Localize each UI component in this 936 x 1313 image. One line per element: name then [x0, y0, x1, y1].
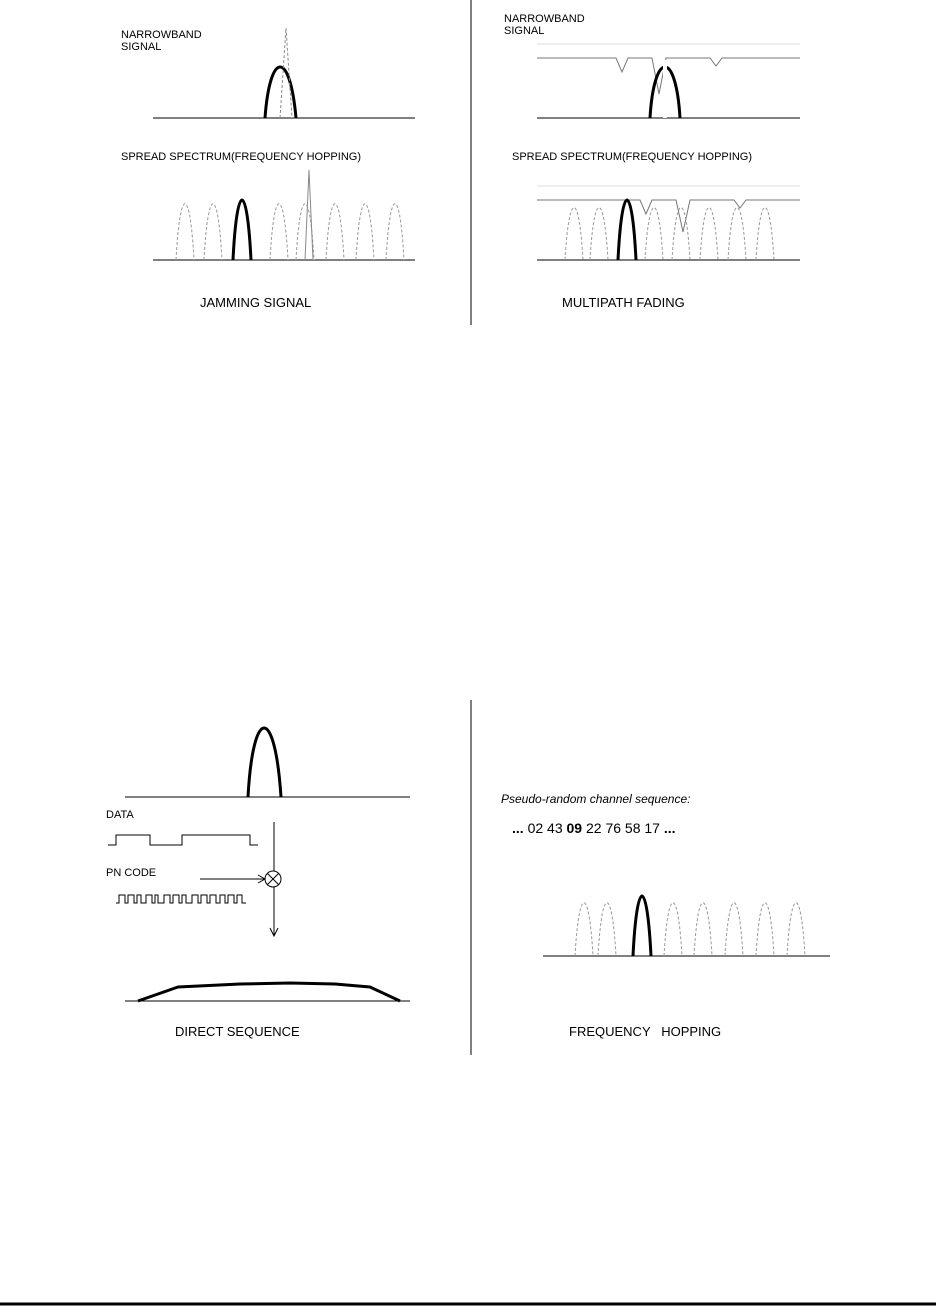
- hop-channel: [664, 903, 682, 956]
- frequency-hopping-plot: [543, 896, 830, 956]
- jamming-spread-plot: [153, 170, 415, 260]
- hop-channel: [728, 208, 746, 261]
- active-hop-channel: [633, 896, 651, 956]
- hop-channel: [176, 204, 194, 260]
- fading-narrowband-plot: [537, 44, 800, 118]
- fading-spread-plot: [537, 186, 800, 260]
- pn-code-label: PN CODE: [106, 867, 157, 879]
- active-channel-number: 09: [566, 820, 583, 836]
- hop-channel: [787, 903, 805, 956]
- jamming-caption: JAMMING SIGNAL: [200, 295, 312, 310]
- hop-channel: [700, 208, 718, 261]
- hop-channel: [694, 903, 712, 956]
- channel-number: 58: [624, 820, 641, 836]
- hop-channel: [565, 208, 583, 261]
- hop-channel: [270, 204, 288, 260]
- frequency-hopping-caption: FREQUENCY HOPPING: [569, 1024, 722, 1039]
- data-label: DATA: [106, 809, 134, 821]
- direct-sequence-plot: [108, 728, 410, 1001]
- pn-code-waveform: [116, 895, 246, 903]
- direct-sequence-caption: DIRECT SEQUENCE: [175, 1024, 300, 1039]
- channel-number: 17: [644, 820, 660, 836]
- hop-channel: [590, 208, 608, 261]
- sequence-prefix: ...: [512, 820, 524, 836]
- fading-spread-label: SPREAD SPECTRUM(FREQUENCY HOPPING): [512, 151, 752, 163]
- hop-channel: [756, 208, 774, 261]
- narrowband-label-line1: NARROWBAND: [121, 29, 202, 41]
- hop-channel: [575, 903, 593, 956]
- active-hop-channel: [618, 200, 636, 260]
- active-hop-channel: [233, 200, 251, 260]
- fading-caption: MULTIPATH FADING: [562, 295, 685, 310]
- narrowband-pulse: [248, 728, 281, 797]
- narrowband-label-line2: SIGNAL: [504, 25, 545, 37]
- hop-channel: [204, 204, 222, 260]
- channel-sequence: [512, 820, 676, 836]
- jamming-spread-label: SPREAD SPECTRUM(FREQUENCY HOPPING): [121, 151, 361, 163]
- fading-envelope: [537, 200, 800, 232]
- channel-number: 02: [527, 820, 544, 836]
- hop-channel: [356, 204, 374, 260]
- hop-channel: [672, 208, 690, 261]
- jamming-spike: [305, 170, 313, 260]
- narrowband-label-line1: NARROWBAND: [504, 13, 585, 25]
- hop-channel: [725, 903, 743, 956]
- hop-channel: [386, 204, 404, 260]
- sequence-suffix: ...: [663, 820, 676, 836]
- channel-number: 43: [547, 820, 563, 836]
- channel-number: 22: [585, 820, 602, 836]
- data-waveform: [108, 835, 258, 845]
- narrowband-label-line2: SIGNAL: [121, 41, 162, 53]
- hop-channel: [756, 903, 774, 956]
- jamming-narrowband-label: [121, 29, 202, 53]
- sequence-heading: Pseudo-random channel sequence:: [501, 792, 691, 806]
- spread-spectrum: [138, 983, 400, 1001]
- fading-narrowband-label: [504, 13, 585, 37]
- channel-number: 76: [605, 820, 622, 836]
- hop-channel: [645, 208, 663, 261]
- fading-envelope: [537, 58, 800, 94]
- hop-channel: [326, 204, 344, 260]
- mixer-symbol: [265, 871, 281, 887]
- hop-channel: [598, 903, 616, 956]
